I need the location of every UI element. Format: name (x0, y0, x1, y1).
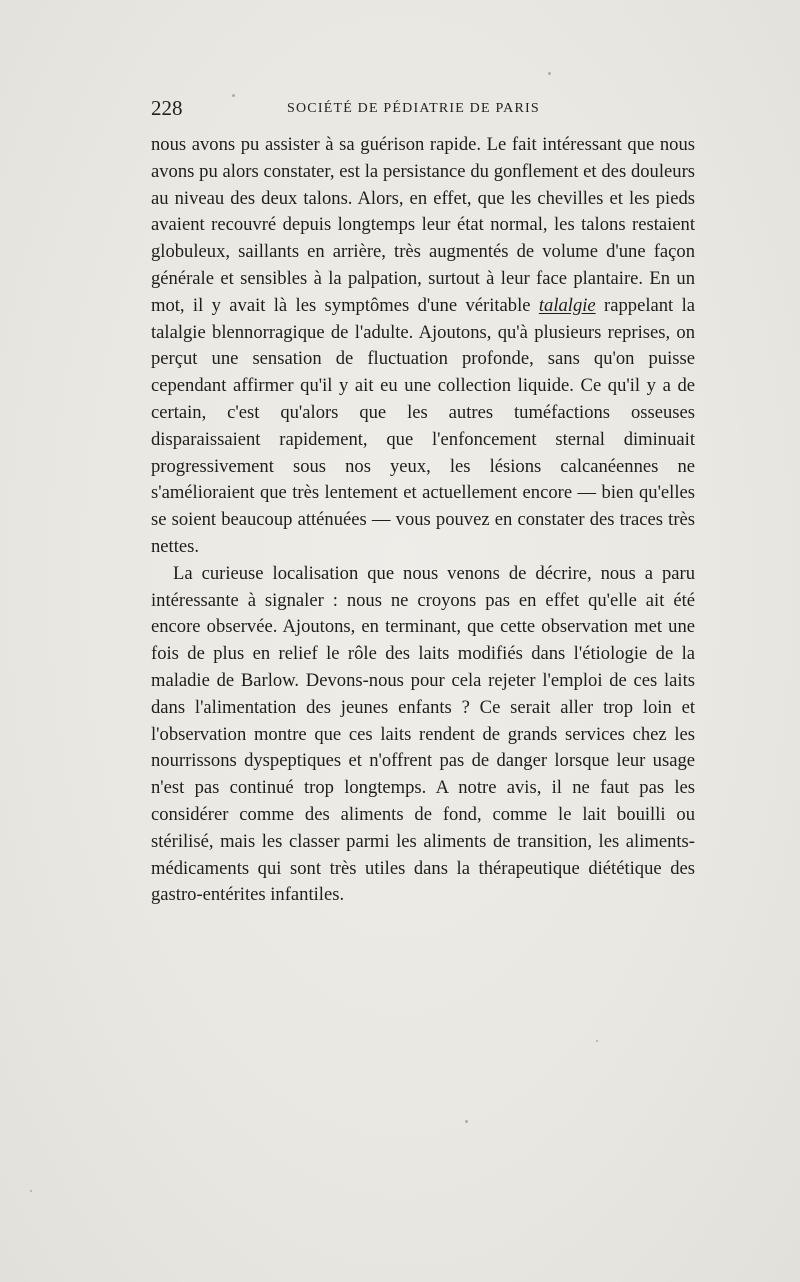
paragraph-2: La curieuse localisation que nous venons de décrire, nous a paru intéressante à signaler : nous ne croyons pas en effet qu'elle ait été encore observée. Ajoutons, en terminant, que cette observation met une fois de plus en relief le rôle des laits modifiés dans l'étiologie de la maladie de Barlow. Devons-nous pour cela rejeter l'emploi de ces laits dans l'alimentation des jeunes enfants ? Ce serait aller trop loin et l'observation montre que ces laits rendent de grands services chez les nourrissons dyspeptiques et n'offrent pas de danger lorsque leur usage n'est pas continué trop longtemps. A notre avis, il ne faut pas les considérer comme des aliments de fond, comme le lait bouilli ou stérilisé, mais les classer parmi les aliments de transition, les aliments-médicaments qui sont très utiles dans la thérapeutique diététique des gastro-entérites infantiles. (151, 562, 695, 906)
paper-speck (232, 94, 235, 97)
paper-speck (30, 1190, 32, 1192)
page-number: 228 (151, 96, 183, 120)
body-text (151, 132, 695, 909)
paper-speck (596, 1040, 598, 1042)
paragraph-1-text-before: nous avons pu assister à sa guérison rapide. Le fait intéressant que nous avons pu alors constater, est la persistance du gonflement et des douleurs au niveau des deux talons. Alors, en effet, que les chevilles et les pieds avaient recouvré depuis longtemps leur état normal, les talons restaient globuleux, saillants en arrière, très augmentés de volume d'une façon générale et sensibles à la palpation, surtout à leur face plantaire. En un mot, il y avait là les symptômes d'une véritable (151, 134, 695, 316)
paragraph-1-text-after: rappelant la talalgie blennorragique de l'adulte. Ajoutons, qu'à plusieurs reprises, on perçut une sensation de fluctuation profonde, sans qu'on puisse cependant affirmer qu'il y ait eu une collection liquide. Ce qu'il y a de certain, c'est qu'alors que les autres tuméfactions osseuses disparaissaient rapidement, que l'enfoncement sternal diminuait progressivement sous nos yeux, les lésions calcanéennes ne s'amélioraient que très lentement et actuellement encore — bien qu'elles se soient beaucoup atténuées — vous pouvez en constater des traces très nettes. (151, 294, 695, 557)
running-title: SOCIÉTÉ DE PÉDIATRIE DE PARIS (287, 101, 540, 116)
page-header (151, 96, 695, 122)
paragraph-1-emphasis: talalgie (538, 294, 596, 316)
paragraph-1 (151, 132, 695, 561)
paper-speck (548, 72, 551, 75)
paper-speck (465, 1120, 468, 1123)
